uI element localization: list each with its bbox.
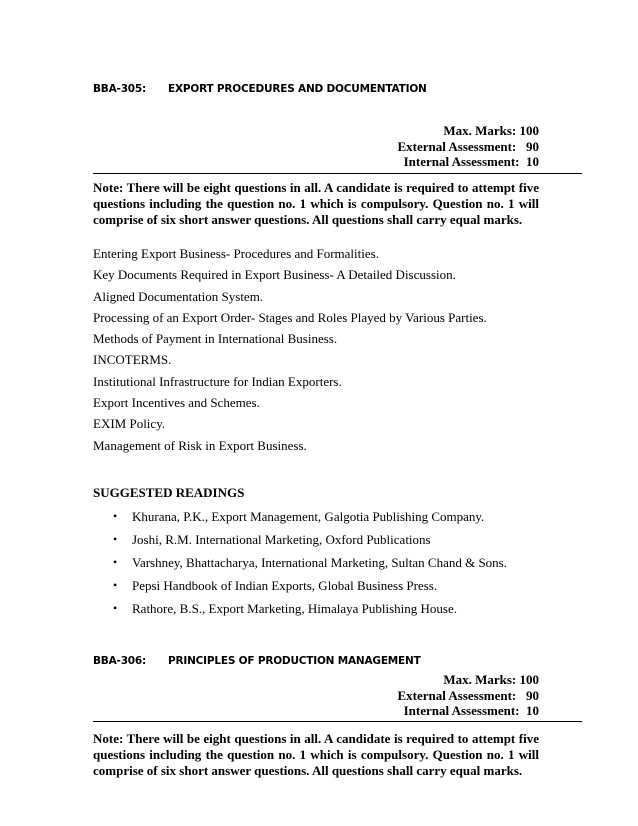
bullet-icon: • <box>113 555 118 569</box>
course-code: BBA-305: <box>93 83 147 95</box>
topic-item: EXIM Policy. <box>93 416 166 432</box>
course-heading-bba-306 <box>93 655 421 667</box>
reading-text: Varshney, Bhattacharya, International Marketing, Sultan Chand & Sons. <box>132 555 507 570</box>
reading-text: Rathore, B.S., Export Marketing, Himalaya Publishing House. <box>132 601 457 616</box>
topic-item: Methods of Payment in International Business. <box>93 331 338 347</box>
topic-item: Entering Export Business- Procedures and Formalities. <box>93 246 379 261</box>
divider-line <box>93 721 582 722</box>
max-marks: Max. Marks: 100 <box>443 123 539 138</box>
bullet-icon: • <box>113 601 118 615</box>
suggested-readings-heading: SUGGESTED READINGS <box>93 485 245 500</box>
bullet-icon: • <box>113 578 118 592</box>
external-assessment: External Assessment: 90 <box>397 138 539 154</box>
exam-note: Note: There will be eight questions in all. A candidate is required to attempt five questions including the question no. 1 which is compulsory. Question no. 1 will comprise of six short answer questions. All questions shall carry equal marks. <box>93 180 539 227</box>
bullet-icon: • <box>113 532 118 546</box>
reading-item <box>113 597 563 620</box>
course-title: EXPORT PROCEDURES AND DOCUMENTATION <box>168 83 427 95</box>
bullet-icon: • <box>113 509 118 523</box>
divider-line <box>93 173 582 174</box>
topic-item: Management of Risk in Export Business. <box>93 437 307 453</box>
syllabus-topics <box>93 243 563 456</box>
internal-assessment: Internal Assessment: 10 <box>403 703 539 718</box>
course-title: PRINCIPLES OF PRODUCTION MANAGEMENT <box>168 655 421 667</box>
topic-item: Key Documents Required in Export Business- A Detailed Discussion. <box>93 267 456 283</box>
course-code: BBA-306: <box>93 655 147 667</box>
reading-item <box>113 551 563 574</box>
marks-block-bba-306 <box>397 672 539 719</box>
topic-item: Institutional Infrastructure for Indian Exporters. <box>93 373 342 389</box>
exam-note: Note: There will be eight questions in all. A candidate is required to attempt five questions including the question no. 1 which is compulsory. Question no. 1 will comprise of six short answer questions. All questions shall carry equal marks. <box>93 731 539 778</box>
reading-item <box>113 574 563 597</box>
topic-item: Export Incentives and Schemes. <box>93 395 260 411</box>
external-assessment: External Assessment: 90 <box>397 687 539 703</box>
reading-item <box>113 528 563 551</box>
topic-item: INCOTERMS. <box>93 352 172 368</box>
max-marks: Max. Marks: 100 <box>443 672 539 687</box>
marks-block-bba-305 <box>397 123 539 170</box>
topic-item: Aligned Documentation System. <box>93 288 264 304</box>
suggested-readings-list <box>113 505 563 620</box>
reading-text: Khurana, P.K., Export Management, Galgotia Publishing Company. <box>132 509 485 524</box>
reading-text: Joshi, R.M. International Marketing, Oxford Publications <box>132 532 431 547</box>
reading-item <box>113 505 563 528</box>
internal-assessment: Internal Assessment: 10 <box>403 154 539 169</box>
course-heading-bba-305 <box>93 83 427 95</box>
topic-item: Processing of an Export Order- Stages and Roles Played by Various Parties. <box>93 309 487 325</box>
reading-text: Pepsi Handbook of Indian Exports, Global Business Press. <box>132 578 438 593</box>
